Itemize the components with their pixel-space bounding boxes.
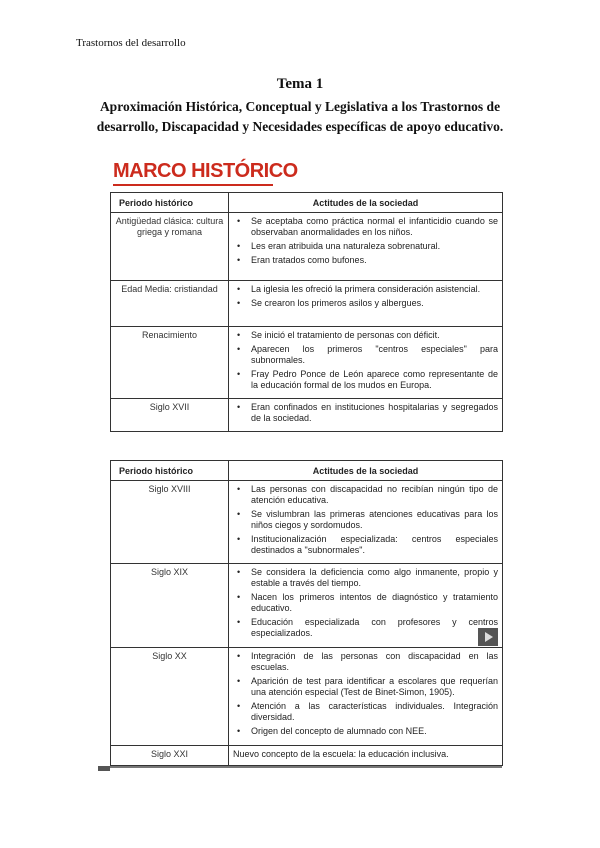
list-item: • Integración de las personas con discapacidad en las escuelas. <box>237 651 498 673</box>
list-item: • Aparición de test para identificar a escolares que requerían una atención especial (Test de Binet-Simon, 1905). <box>237 676 498 698</box>
table-row <box>111 281 503 327</box>
section-underline <box>113 184 273 186</box>
list-item: • Se inició el tratamiento de personas con déficit. <box>237 330 498 341</box>
period-cell: Edad Media: cristiandad <box>111 281 229 327</box>
list-item: • La iglesia les ofreció la primera consideración asistencial. <box>237 284 498 295</box>
table-row <box>111 213 503 281</box>
attitudes-cell <box>229 327 503 399</box>
column-header-period: Periodo histórico <box>111 193 229 213</box>
list-item: • Institucionalización especializada: centros especiales destinados a "subnormales". <box>237 534 498 556</box>
attitudes-list <box>233 484 498 556</box>
period-cell: Siglo XIX <box>111 564 229 648</box>
table-row <box>111 648 503 746</box>
list-item: • Eran confinados en instituciones hospitalarias y segregados de la sociedad. <box>237 402 498 424</box>
slide-bottom-bar <box>98 766 502 768</box>
history-table-2 <box>110 460 503 766</box>
period-cell: Siglo XVIII <box>111 481 229 564</box>
attitudes-cell <box>229 481 503 564</box>
period-cell: Siglo XVII <box>111 399 229 432</box>
attitudes-list <box>233 284 498 309</box>
running-header: Trastornos del desarrollo <box>76 37 186 49</box>
list-item: • Se crearon los primeros asilos y albergues. <box>237 298 498 309</box>
title-block <box>70 76 530 137</box>
history-table-1 <box>110 192 503 432</box>
period-cell: Antigüedad clásica: cultura griega y romana <box>111 213 229 281</box>
list-item: • Fray Pedro Ponce de León aparece como representante de la educación formal de los mudos en Europa. <box>237 369 498 391</box>
list-item: • Aparecen los primeros "centros especiales" para subnormales. <box>237 344 498 366</box>
period-cell: Renacimiento <box>111 327 229 399</box>
attitudes-cell <box>229 213 503 281</box>
table-row <box>111 399 503 432</box>
attitudes-list <box>233 567 498 639</box>
list-item: • Eran tratados como bufones. <box>237 255 498 266</box>
page-subtitle: Aproximación Histórica, Conceptual y Legislativa a los Trastornos de desarrollo, Discapacidad y Necesidades específicas de apoyo educativo. <box>96 99 504 134</box>
attitudes-list <box>233 402 498 424</box>
page-title: Tema 1 <box>276 76 324 92</box>
table-header-row <box>111 461 503 481</box>
slide-corner-tab <box>98 766 110 771</box>
list-item: • Educación especializada con profesores y centros especializados. <box>237 617 498 639</box>
list-item: • Les eran atribuida una naturaleza sobrenatural. <box>237 241 498 252</box>
attitudes-cell <box>229 564 503 648</box>
attitudes-list <box>233 651 498 737</box>
play-arrow-icon[interactable] <box>478 628 498 646</box>
list-item: • Se considera la deficiencia como algo inmanente, propio y estable a través del tiempo. <box>237 567 498 589</box>
table-row <box>111 327 503 399</box>
list-item: • Las personas con discapacidad no recibían ningún tipo de atención educativa. <box>237 484 498 506</box>
list-item: • Se vislumbran las primeras atenciones educativas para los niños ciegos y sordomudos. <box>237 509 498 531</box>
table-row <box>111 481 503 564</box>
list-item: • Se aceptaba como práctica normal el infanticidio cuando se observaban anormalidades en los niños. <box>237 216 498 238</box>
attitudes-cell <box>229 648 503 746</box>
table-header-row <box>111 193 503 213</box>
table-row <box>111 564 503 648</box>
period-cell: Siglo XX <box>111 648 229 746</box>
attitudes-list <box>233 330 498 391</box>
table-row <box>111 746 503 766</box>
attitudes-list <box>233 216 498 266</box>
list-item: • Nacen los primeros intentos de diagnóstico y tratamiento educativo. <box>237 592 498 614</box>
section-heading: MARCO HISTÓRICO <box>113 160 298 182</box>
attitudes-cell <box>229 399 503 432</box>
column-header-period: Periodo histórico <box>111 461 229 481</box>
column-header-attitudes: Actitudes de la sociedad <box>229 461 503 481</box>
attitudes-cell <box>229 281 503 327</box>
period-cell: Siglo XXI <box>111 746 229 766</box>
list-item: • Origen del concepto de alumnado con NEE. <box>237 726 498 737</box>
column-header-attitudes: Actitudes de la sociedad <box>229 193 503 213</box>
attitudes-cell: Nuevo concepto de la escuela: la educación inclusiva. <box>229 746 503 766</box>
list-item: • Atención a las características individuales. Integración diversidad. <box>237 701 498 723</box>
